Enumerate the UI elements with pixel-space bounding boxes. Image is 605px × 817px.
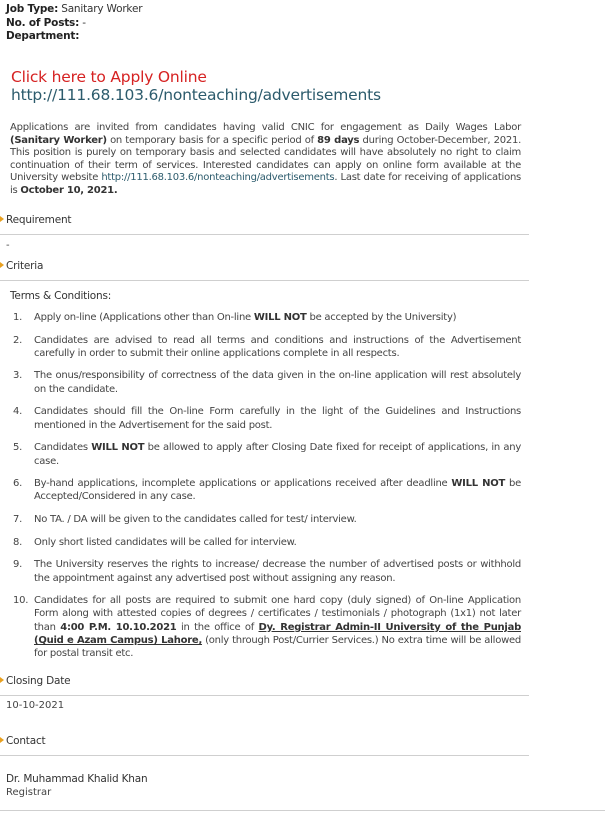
office-name: Dy. Registrar Admin-II University of the Punjab bbox=[258, 621, 522, 633]
terms-item bbox=[10, 558, 521, 585]
section-header-contact bbox=[0, 734, 529, 756]
item-number: 6. bbox=[13, 478, 23, 490]
item-number: 2. bbox=[13, 334, 23, 346]
campus-name: (Quid e Azam Campus) Lahore, bbox=[34, 635, 203, 647]
section-title: Closing Date bbox=[6, 675, 71, 687]
terms-item bbox=[10, 594, 521, 660]
posts-row: No. of Posts: - bbox=[6, 16, 86, 29]
posts-label: No. of Posts bbox=[6, 16, 76, 29]
job-type-label: Job Type bbox=[6, 3, 55, 15]
intro-bold-deadline: October 10, 2021. bbox=[20, 184, 118, 196]
apply-url-link[interactable]: http://111.68.103.6/nonteaching/advertisements bbox=[11, 86, 381, 104]
closing-date-value: 10-10-2021 bbox=[6, 700, 65, 711]
item-text: Candidates should fill the On-line Form carefully in the light of the Guidelines and Instructions mentioned in the Advertisement for the said post. bbox=[34, 406, 521, 431]
item-text: By-hand applications, incomplete applications or applications received after deadline WILL NOT be Accepted/Considered in any case. bbox=[34, 478, 521, 503]
job-meta bbox=[6, 3, 142, 44]
contact-name: Dr. Muhammad Khalid Khan bbox=[6, 773, 148, 785]
item-text: Apply on-line (Applications other than On-line WILL NOT be accepted by the University) bbox=[34, 312, 457, 323]
intro-text: Applications are invited from candidates having valid CNIC for engagement as Daily Wages Labor bbox=[10, 122, 521, 133]
item-number: 9. bbox=[13, 559, 23, 571]
terms-heading: Terms & Conditions: bbox=[10, 290, 112, 302]
posts-value: - bbox=[82, 16, 86, 29]
item-text: Candidates are advised to read all terms and conditions and instructions of the Advertisement carefully in order to submit their online applications complete in all respects. bbox=[34, 334, 521, 359]
section-title: Contact bbox=[6, 735, 46, 747]
item-text: Candidates WILL NOT be allowed to apply after Closing Date fixed for receipt of applications, in any case. bbox=[34, 442, 521, 467]
section-header-criteria bbox=[0, 259, 529, 281]
section-header-closing-date bbox=[0, 674, 529, 696]
item-number: 7. bbox=[13, 514, 23, 526]
job-type-row: Job Type: Sanitary Worker bbox=[6, 3, 143, 15]
website-link[interactable]: http://111.68.103.6/nonteaching/advertisements bbox=[101, 172, 335, 184]
intro-text: . Last date for receiving of applications is bbox=[10, 172, 522, 196]
intro-text: during October-December, 2021. This position is purely on temporary basis and selected candidates will have absolutely no right to claim continuation of their term of services. Interested candidates can apply on online form available at the University website bbox=[10, 134, 522, 184]
arrow-right-icon bbox=[0, 677, 4, 683]
item-number: 5. bbox=[13, 442, 23, 454]
apply-online-link[interactable]: Click here to Apply Online bbox=[11, 68, 207, 86]
terms-item bbox=[10, 441, 521, 468]
arrow-right-icon bbox=[0, 262, 4, 268]
terms-item bbox=[10, 513, 521, 526]
apply-online-block bbox=[11, 68, 381, 104]
item-text: No TA. / DA will be given to the candidates called for test/ interview. bbox=[34, 514, 357, 526]
arrow-right-icon bbox=[0, 216, 4, 222]
job-type-value: Sanitary Worker bbox=[61, 3, 143, 15]
section-header-requirement bbox=[0, 213, 529, 235]
item-number: 3. bbox=[13, 370, 23, 382]
intro-text: on temporary basis for a specific period of bbox=[106, 134, 318, 146]
item-text: The University reserves the rights to increase/ decrease the number of advertised posts or withhold the appointment against any advertised post without assigning any reason. bbox=[34, 559, 521, 584]
item-text: Candidates for all posts are required to submit one hard copy (duly signed) of On-line Application Form along with attested copies of degrees / certificates / testimonials / photograph (1x1) not later than 4:00 P.M. 10.10.2021 in the office of Dy. Registrar Admin-II University of the Punjab (Quid e Azam Campus) Lahore, (only through Post/Currier Services.) No extra time will be allowed for postal transit etc. bbox=[34, 595, 522, 660]
intro-bold-position: (Sanitary Worker) bbox=[10, 134, 107, 146]
section-title: Requirement bbox=[6, 214, 72, 226]
item-text: Only short listed candidates will be called for interview. bbox=[34, 536, 297, 548]
item-text: The onus/responsibility of correctness of the data given in the on-line application will rest absolutely on the candidate. bbox=[34, 370, 521, 395]
item-number: 1. bbox=[13, 312, 23, 323]
intro-bold-days: 89 days bbox=[317, 134, 360, 146]
intro-paragraph bbox=[10, 122, 521, 198]
section-title: Criteria bbox=[6, 260, 44, 272]
department-row: Department: bbox=[6, 30, 80, 42]
terms-item bbox=[10, 311, 521, 324]
arrow-right-icon bbox=[0, 737, 4, 743]
terms-item bbox=[10, 369, 521, 396]
contact-role: Registrar bbox=[6, 787, 52, 798]
terms-list bbox=[10, 311, 521, 670]
requirement-value: - bbox=[6, 240, 10, 251]
department-label: Department bbox=[6, 30, 76, 42]
item-number: 10. bbox=[13, 595, 29, 607]
terms-item bbox=[10, 477, 521, 504]
divider bbox=[0, 810, 605, 811]
item-number: 8. bbox=[13, 536, 23, 548]
terms-item bbox=[10, 536, 521, 549]
terms-item bbox=[10, 334, 521, 361]
terms-item bbox=[10, 405, 521, 432]
item-number: 4. bbox=[13, 406, 23, 418]
